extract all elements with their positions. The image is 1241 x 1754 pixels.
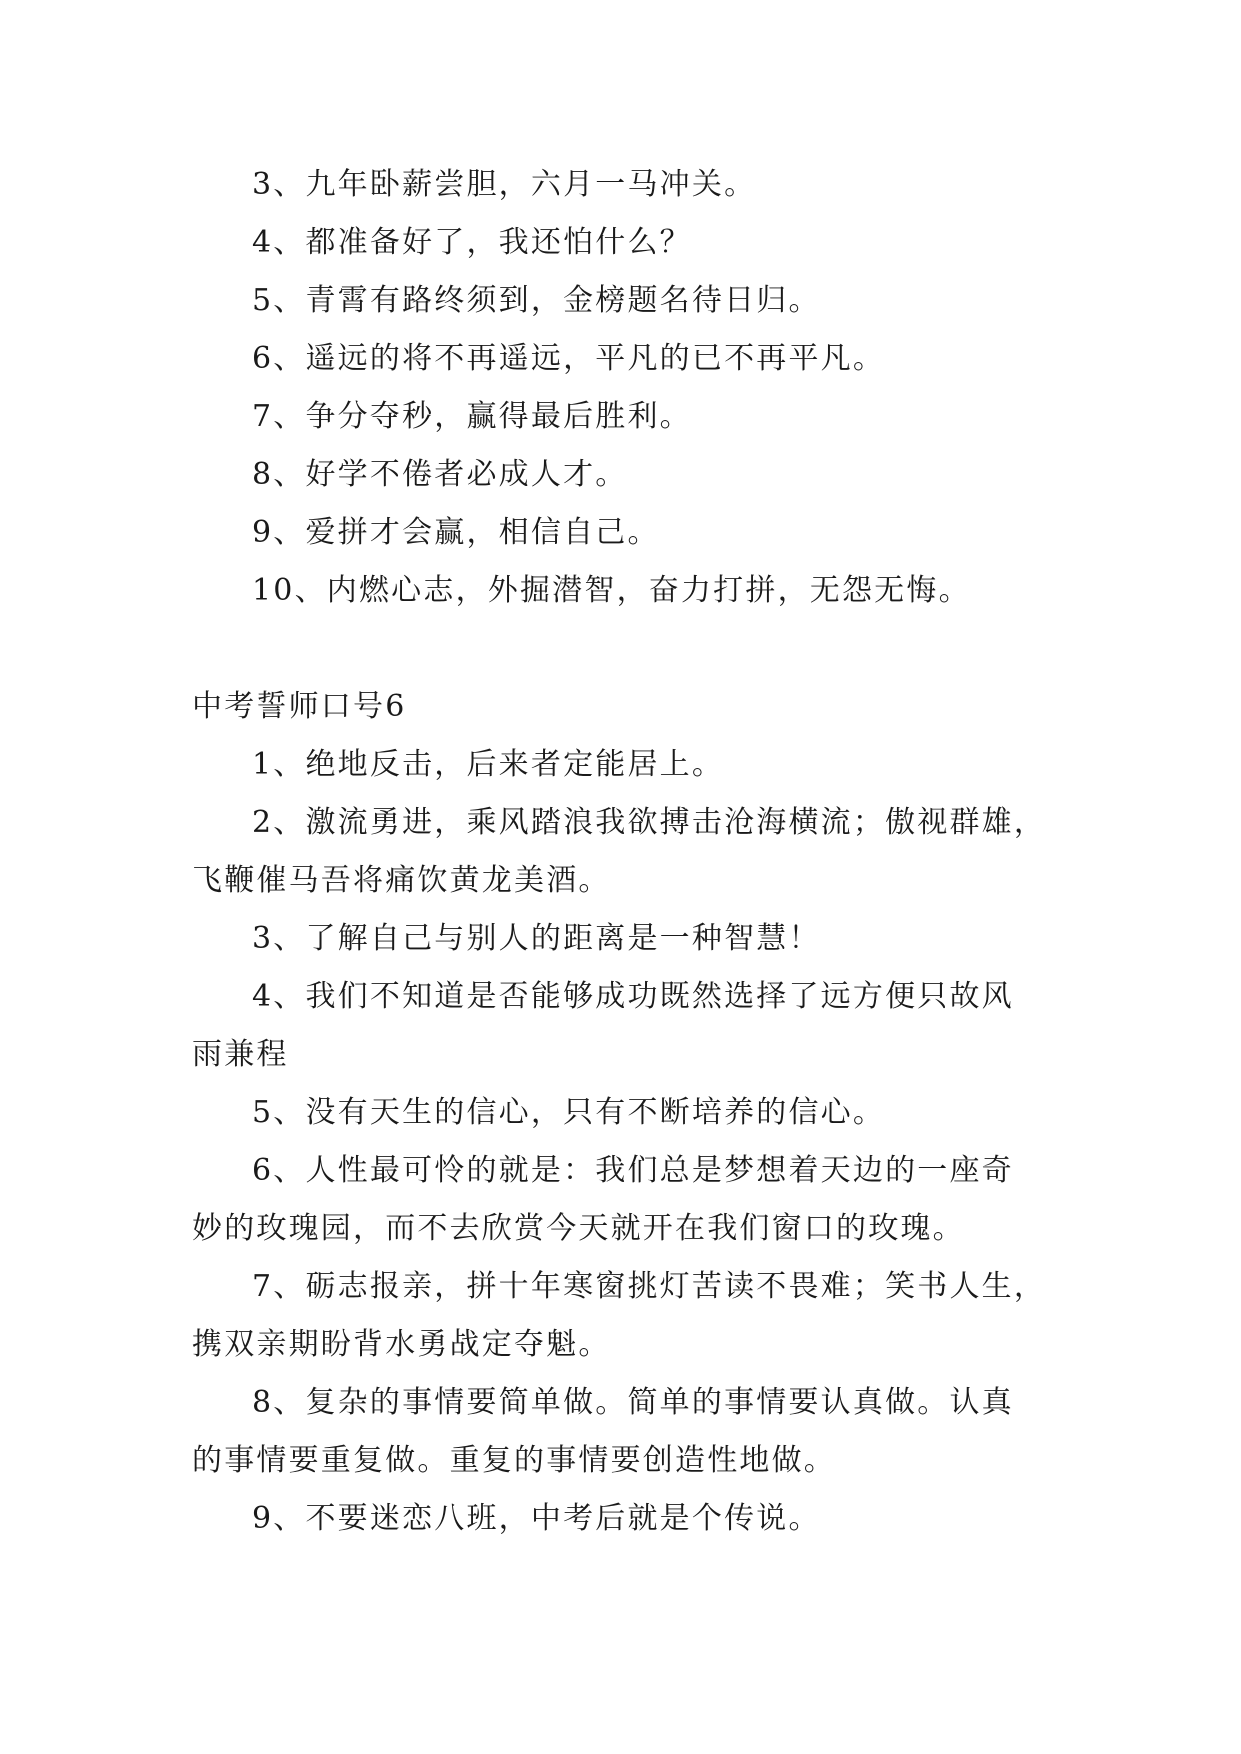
slogan-7: 7、争分夺秒，赢得最后胜利。 <box>252 399 692 434</box>
slogan-6: 6、遥远的将不再遥远，平凡的已不再平凡。 <box>252 341 886 376</box>
slogan-5: 5、青霄有路终须到，金榜题名待日归。 <box>252 283 821 318</box>
section-slogan-1: 1、绝地反击，后来者定能居上。 <box>252 747 725 782</box>
section-title: 中考誓师口号6 <box>192 689 407 724</box>
section-slogan-8: 8、复杂的事情要简单做。简单的事情要认真做。认真 <box>252 1385 1014 1420</box>
section-slogan-4-cont: 雨兼程 <box>192 1037 289 1072</box>
section-slogan-7: 7、砺志报亲，拼十年寒窗挑灯苦读不畏难；笑书人生， <box>252 1269 1047 1304</box>
section-slogan-4: 4、我们不知道是否能够成功既然选择了远方便只故风 <box>252 979 1014 1014</box>
section-slogan-2-cont: 飞鞭催马吾将痛饮黄龙美酒。 <box>192 863 611 898</box>
section-slogan-8-cont: 的事情要重复做。重复的事情要创造性地做。 <box>192 1443 836 1478</box>
slogan-4: 4、都准备好了，我还怕什么？ <box>252 225 692 260</box>
section-slogan-6: 6、人性最可怜的就是：我们总是梦想着天边的一座奇 <box>252 1153 1014 1188</box>
slogan-10: 10、内燃心志，外掘潜智，奋力打拼，无怨无悔。 <box>252 573 971 608</box>
section-slogan-3: 3、了解自己与别人的距离是一种智慧！ <box>252 921 821 956</box>
section-slogan-6-cont: 妙的玫瑰园，而不去欣赏今天就开在我们窗口的玫瑰。 <box>192 1211 965 1246</box>
slogan-8: 8、好学不倦者必成人才。 <box>252 457 628 492</box>
slogan-3: 3、九年卧薪尝胆，六月一马冲关。 <box>252 167 757 202</box>
section-slogan-2: 2、激流勇进，乘风踏浪我欲搏击沧海横流；傲视群雄， <box>252 805 1047 840</box>
section-slogan-7-cont: 携双亲期盼背水勇战定夺魁。 <box>192 1327 611 1362</box>
section-slogan-5: 5、没有天生的信心，只有不断培养的信心。 <box>252 1095 886 1130</box>
slogan-9: 9、爱拼才会赢，相信自己。 <box>252 515 660 550</box>
section-slogan-9: 9、不要迷恋八班，中考后就是个传说。 <box>252 1501 821 1536</box>
